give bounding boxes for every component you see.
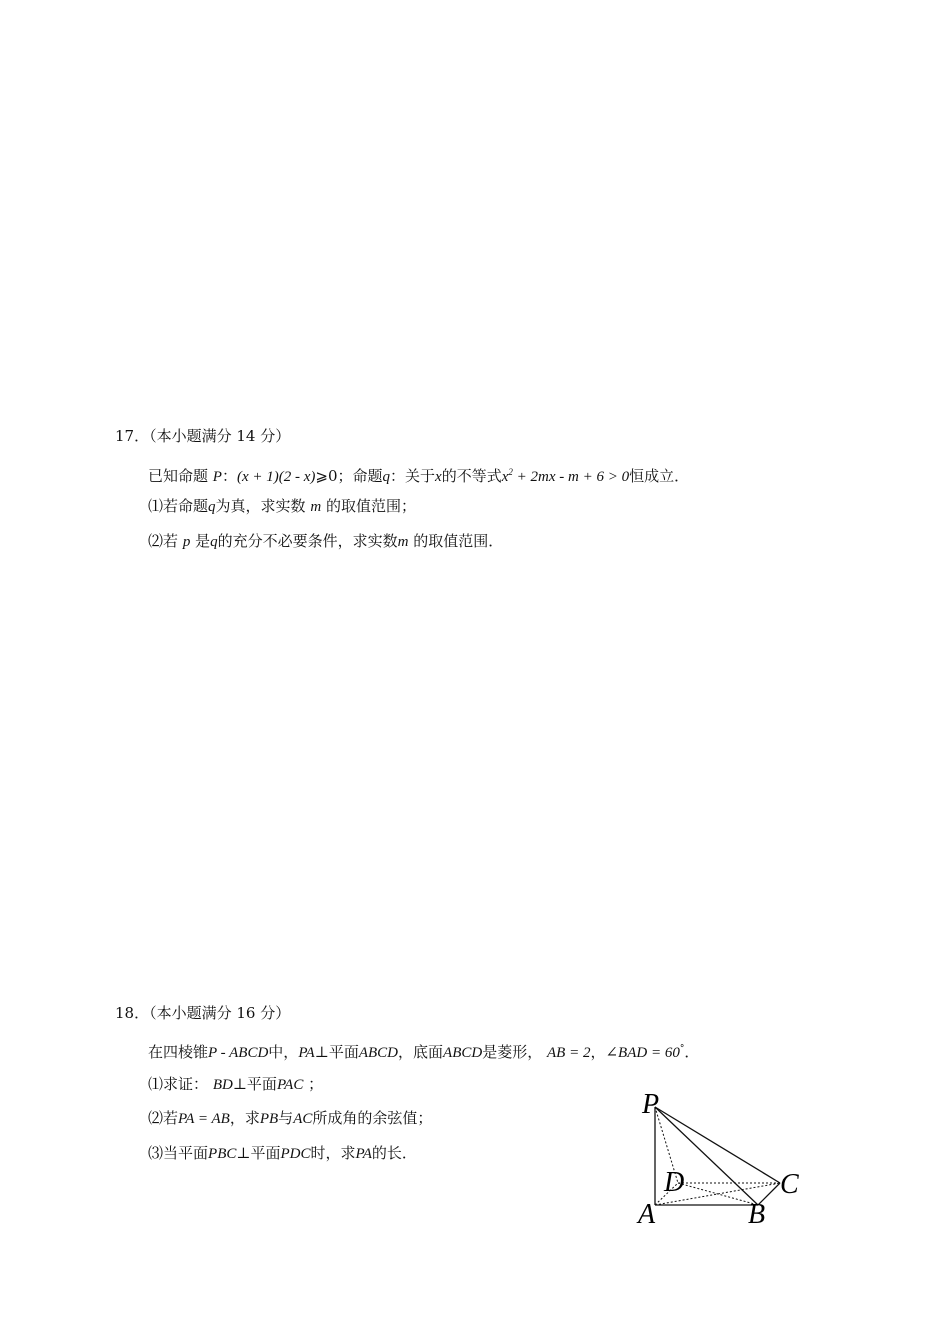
q17-number: 17． xyxy=(115,427,150,445)
q17-part1 xyxy=(148,496,416,517)
q17-part2-text: 的充分不必要条件，求实数 xyxy=(217,532,398,550)
q17-inequality-2 xyxy=(502,469,629,485)
q17-part1-text: 若命题 xyxy=(163,497,209,515)
q17-part1-q: q xyxy=(208,499,216,515)
q18-pyramid: P - ABCD xyxy=(208,1045,269,1061)
q18-stem-text: 中， xyxy=(268,1043,299,1061)
q18-part2-text: 与 xyxy=(278,1109,294,1127)
q18-part1-pac: PAC xyxy=(276,1077,304,1093)
q18-part3-pbc: PBC xyxy=(208,1146,237,1162)
q17-stem-text: ⩾0；命题 xyxy=(315,467,383,485)
q17-part2-q: q xyxy=(210,534,218,550)
q18-part2-ac: AC xyxy=(293,1111,313,1127)
q18-part1-num: ⑴ xyxy=(148,1075,164,1093)
q17-inequality-2-x: x xyxy=(501,469,509,485)
q17-part1-text: 的取值范围； xyxy=(325,497,416,515)
q17-stem-text: ： xyxy=(221,467,237,485)
q17-part2-m: m xyxy=(397,534,409,550)
q18-part1-bd: BD xyxy=(212,1077,233,1093)
q17-header xyxy=(115,426,290,446)
q17-inequality-2-exp: 2 xyxy=(508,467,513,477)
q18-part2-text: 所成角的余弦值； xyxy=(312,1109,433,1127)
vertex-label-A: A xyxy=(638,1199,656,1230)
q18-part3-pdc: PDC xyxy=(280,1146,311,1162)
q18-part2-pb: PB xyxy=(259,1111,279,1127)
q17-stem-text: 已知命题 xyxy=(148,467,209,485)
q17-score: （本小题满分 14 分） xyxy=(149,427,291,445)
q18-stem-text: ，底面 xyxy=(398,1043,444,1061)
q18-ab: AB = 2 xyxy=(547,1045,591,1061)
vertex-label-P: P xyxy=(642,1089,660,1120)
q17-inequality-2-rest: + 2mx - m + 6 > 0 xyxy=(516,469,630,485)
q18-score: （本小题满分 16 分） xyxy=(149,1004,291,1022)
pyramid-figure xyxy=(630,1085,820,1235)
q18-part3-text: 平面 xyxy=(250,1144,281,1162)
q17-part2 xyxy=(148,531,503,552)
q17-prop-p: P xyxy=(212,469,222,485)
q18-part1-text: 平面 xyxy=(246,1075,277,1093)
q17-part2-num: ⑵ xyxy=(148,532,164,550)
q18-number: 18． xyxy=(115,1004,150,1022)
q17-inequality-1: (x + 1)(2 - x) xyxy=(236,469,316,485)
q18-part1-perp: ⊥ xyxy=(232,1077,247,1093)
q18-stem-text: 平面 xyxy=(328,1043,359,1061)
vertex-label-B: B xyxy=(748,1199,766,1230)
q18-header xyxy=(115,1003,290,1023)
q18-part3-text: 时，求 xyxy=(310,1144,356,1162)
q18-perp: ⊥ xyxy=(314,1045,329,1061)
q18-stem xyxy=(148,1039,699,1063)
q18-part2-text: 若 xyxy=(163,1109,179,1127)
q18-part2-paab: PA = AB xyxy=(178,1111,230,1127)
q18-part3-num: ⑶ xyxy=(148,1144,164,1162)
q17-part2-text: 若 xyxy=(163,532,179,550)
q17-part2-text: 是 xyxy=(195,532,211,550)
q18-part2-num: ⑵ xyxy=(148,1109,164,1127)
q17-part2-text: 的取值范围． xyxy=(413,532,504,550)
q17-stem-text: 的不等式 xyxy=(441,467,502,485)
q18-part3-perp: ⊥ xyxy=(236,1146,251,1162)
q18-abcd: ABCD xyxy=(443,1045,483,1061)
q18-part1 xyxy=(148,1074,323,1095)
q18-angle: ∠BAD = 60 xyxy=(605,1045,680,1061)
q17-stem-text: 恒成立． xyxy=(629,467,690,485)
q18-stem-text: ， xyxy=(590,1043,606,1061)
vertex-label-C: C xyxy=(780,1169,799,1200)
q17-part1-text: 为真，求实数 xyxy=(215,497,306,515)
q18-abcd: ABCD xyxy=(358,1045,399,1061)
q17-part1-num: ⑴ xyxy=(148,497,164,515)
q18-part2-text: ，求 xyxy=(229,1109,260,1127)
q18-stem-text: 在四棱锥 xyxy=(148,1043,209,1061)
q18-part1-text: 求证： xyxy=(163,1075,209,1093)
q18-part3-text: 当平面 xyxy=(163,1144,209,1162)
q18-part2 xyxy=(148,1108,432,1129)
q17-stem-text: ：关于 xyxy=(390,467,436,485)
q18-stem-text: 是菱形， xyxy=(482,1043,543,1061)
q18-part3-text: 的长． xyxy=(371,1144,417,1162)
q18-stem-text: ． xyxy=(684,1043,700,1061)
q17-prop-q: q xyxy=(382,469,391,485)
q18-degree: ° xyxy=(679,1044,685,1054)
q17-stem xyxy=(148,462,689,487)
q18-part1-text: ； xyxy=(308,1075,324,1093)
q17-part1-m: m xyxy=(310,499,322,515)
q17-var-x: x xyxy=(435,469,442,485)
q18-part3-pa: PA xyxy=(355,1146,372,1162)
q18-part3 xyxy=(148,1143,417,1164)
q17-part2-p: p xyxy=(182,534,191,550)
q18-pa: PA xyxy=(298,1045,315,1061)
vertex-label-D: D xyxy=(664,1167,685,1198)
